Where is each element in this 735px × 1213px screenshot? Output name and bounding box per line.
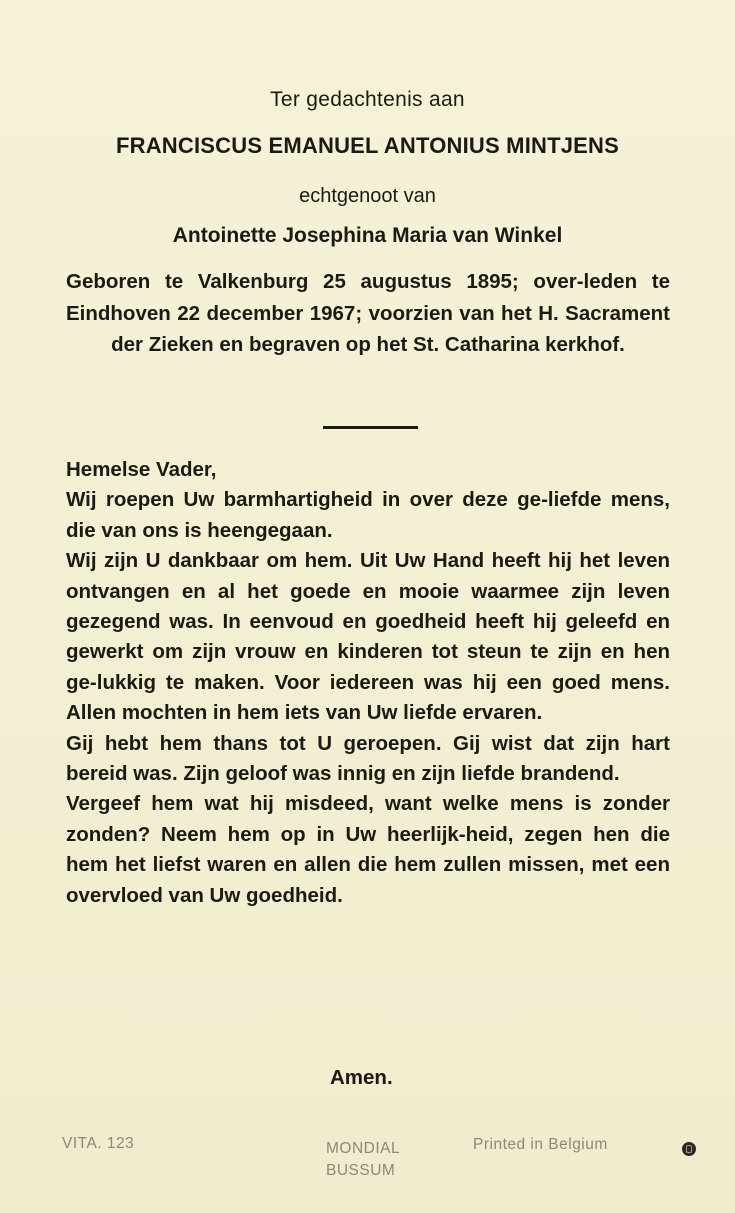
- prayer-closing: Amen.: [330, 1066, 393, 1089]
- publisher-city: BUSSUM: [326, 1162, 396, 1179]
- spouse-name: Antoinette Josephina Maria van Winkel: [172, 224, 563, 247]
- prayer-greeting: Hemelse Vader,: [66, 458, 217, 481]
- divider-line: [323, 426, 418, 429]
- prayer-paragraph: Wij roepen Uw barmhartigheid in over deze ge-liefde mens, die van ons is heengegaan.: [66, 488, 670, 542]
- printer-mark-icon: [682, 1142, 696, 1156]
- card-code: VITA. 123: [62, 1135, 135, 1152]
- publisher-imprint: [326, 1138, 400, 1182]
- prayer-paragraph: Vergeef hem wat hij misdeed, want welke mens is zonder zonden? Neem hem op in Uw heerlijk-heid, zegen hen die hem het liefst waren en allen die hem zullen missen, met een overvloed van Uw goedheid.: [66, 792, 670, 907]
- prayer-paragraph: Gij hebt hem thans tot U geroepen. Gij wist dat zijn hart bereid was. Zijn geloof was innig en zijn liefde brandend.: [66, 731, 670, 786]
- deceased-name: FRANCISCUS EMANUEL ANTONIUS MINTJENS: [115, 133, 620, 158]
- prayer-paragraph: Wij zijn U dankbaar om hem. Uit Uw Hand heeft hij het leven ontvangen en al het goede en mooie waarmee zijn leven gezegend was. In eenvoud en goedheid heeft hij geleefd en gewerkt om zijn vrouw en kinderen tot steun te zijn en hen ge-lukkig te maken. Voor iedereen was hij een goed mens. Allen mochten in hem iets van Uw liefde ervaren.: [66, 549, 670, 725]
- biography-text: Geboren te Valkenburg 25 augustus 1895; over-leden te Eindhoven 22 december 1967; voorzien van het H. Sacrament der Zieken en begraven op het St. Catharina kerkhof.: [66, 270, 670, 356]
- spouse-intro: echtgenoot van: [299, 185, 436, 207]
- prayer-block: [66, 455, 670, 911]
- publisher-name: MONDIAL: [326, 1140, 401, 1157]
- printed-in-note: Printed in Belgium: [473, 1136, 608, 1153]
- memorial-intro: Ter gedachtenis aan: [270, 88, 465, 111]
